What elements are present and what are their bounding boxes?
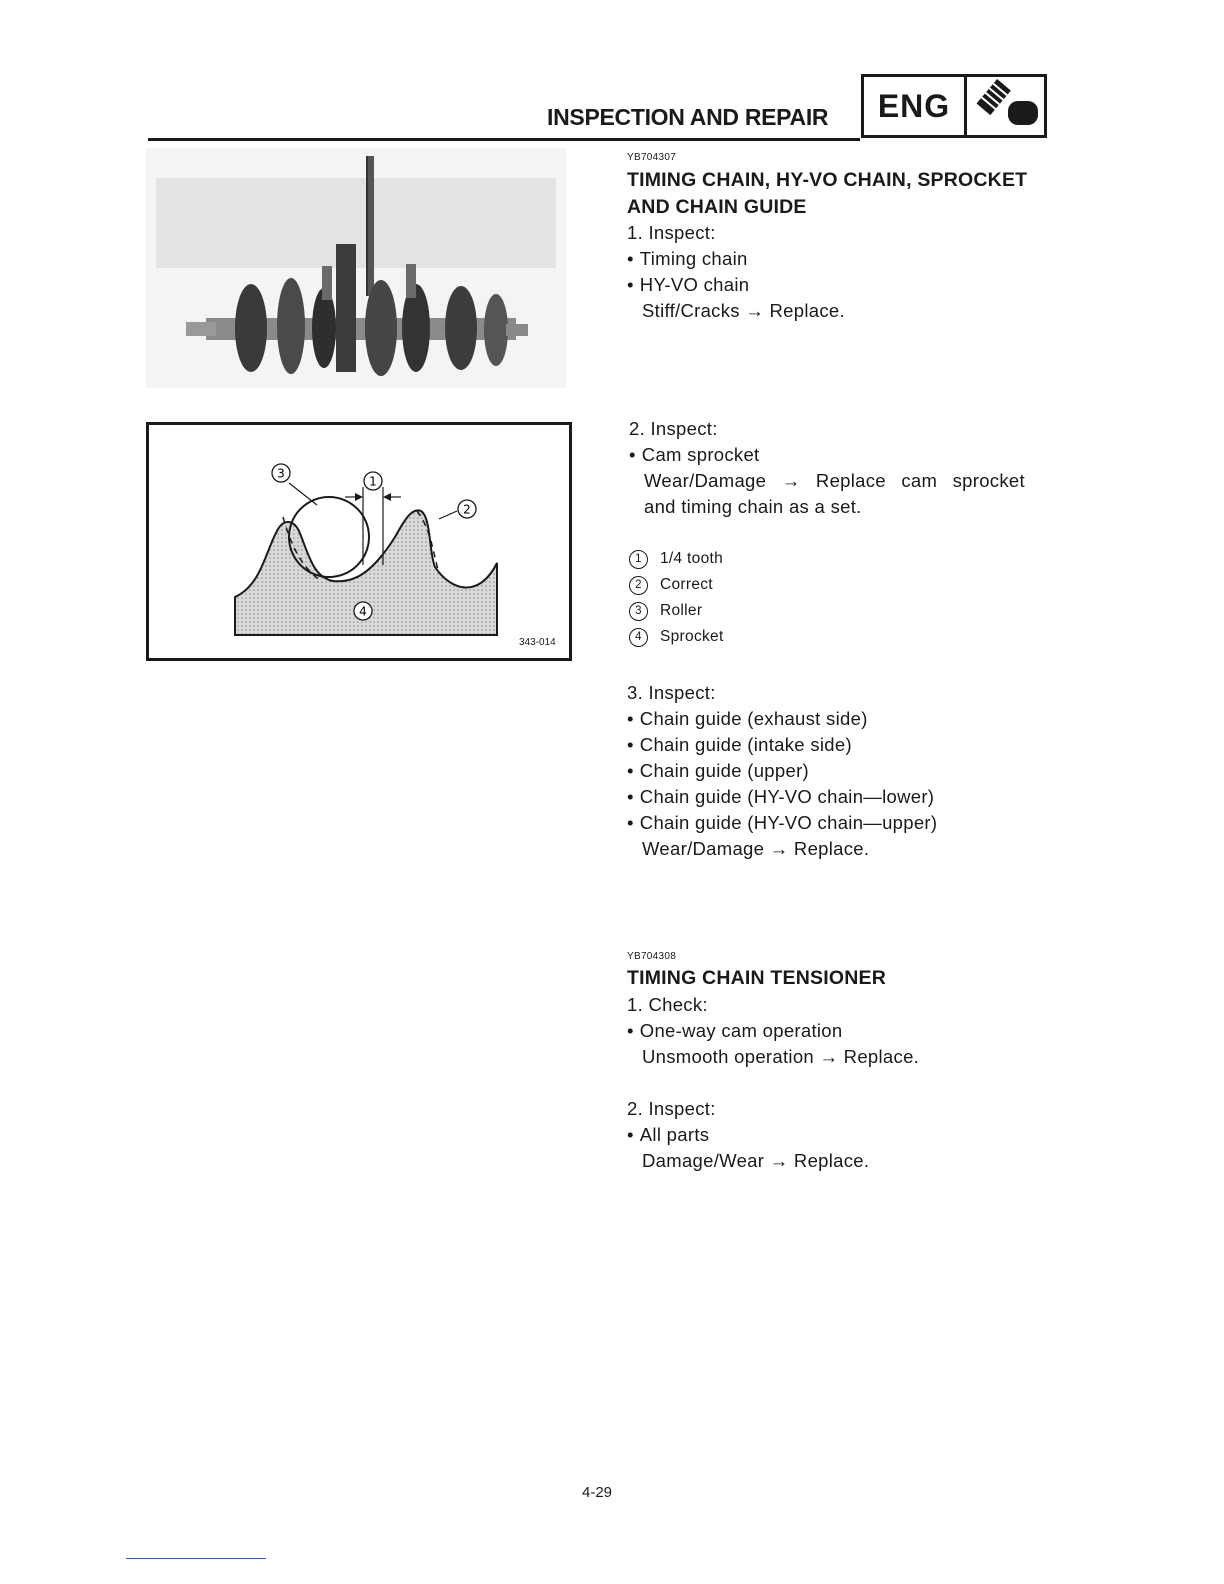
list-item: • HY-VO chain — [627, 272, 845, 298]
diagram-legend — [629, 546, 724, 650]
step-label: 2. Inspect: — [629, 418, 718, 439]
diagram-code: 343-014 — [519, 637, 556, 648]
engine-wrench-icon — [967, 77, 1044, 135]
step-1 — [627, 220, 845, 324]
svg-text:3: 3 — [277, 466, 285, 481]
list-item: • Cam sprocket — [629, 442, 1025, 468]
legend-item: 2 Correct — [629, 572, 724, 598]
step-action: Damage/Wear → Replace. — [642, 1150, 870, 1171]
step-label: 3. Inspect: — [627, 682, 716, 703]
list-item: • One-way cam operation — [627, 1018, 919, 1044]
section-code: YB704308 — [627, 951, 677, 962]
step-action: Unsmooth operation → Replace. — [642, 1046, 920, 1067]
page-header-title: INSPECTION AND REPAIR — [547, 104, 829, 130]
footer-rule — [126, 1558, 266, 1559]
list-item: • Chain guide (HY-VO chain—lower) — [627, 784, 937, 810]
section-title: TIMING CHAIN, HY-VO CHAIN, SPROCKET AND CHAIN GUIDE — [627, 169, 1028, 218]
section-code: YB704307 — [627, 152, 677, 163]
list-item: • Chain guide (upper) — [627, 758, 937, 784]
section-badge — [861, 74, 1047, 138]
svg-text:1: 1 — [369, 474, 377, 489]
step-label: 1. Inspect: — [627, 222, 716, 243]
step-2 — [627, 1096, 869, 1174]
legend-item: 3 Roller — [629, 598, 724, 624]
legend-item: 4 Sprocket — [629, 624, 724, 650]
list-item: • All parts — [627, 1122, 869, 1148]
step-action: and timing chain as a set. — [644, 496, 862, 517]
step-3 — [627, 680, 937, 862]
step-label: 1. Check: — [627, 994, 708, 1015]
callout-1 — [364, 472, 382, 490]
svg-text:2: 2 — [463, 502, 471, 517]
list-item: • Chain guide (intake side) — [627, 732, 937, 758]
sprocket-diagram — [146, 422, 572, 661]
header-rule — [148, 138, 860, 141]
page-number: 4-29 — [582, 1484, 613, 1501]
svg-text:4: 4 — [359, 604, 367, 619]
legend-item: 1 1/4 tooth — [629, 546, 724, 572]
step-label: 2. Inspect: — [627, 1098, 716, 1119]
step-2 — [629, 416, 1025, 520]
section-badge-label: ENG — [864, 77, 967, 135]
callout-2 — [458, 500, 476, 518]
crankshaft-photo — [146, 148, 566, 388]
list-item: • Chain guide (HY-VO chain—upper) — [627, 810, 937, 836]
step-action: Wear/Damage → Replace. — [642, 838, 870, 859]
step-action: Stiff/Cracks → Replace. — [642, 300, 845, 321]
list-item: • Chain guide (exhaust side) — [627, 706, 937, 732]
section-title: TIMING CHAIN TENSIONER — [627, 967, 886, 989]
step-1 — [627, 992, 919, 1070]
list-item: • Timing chain — [627, 246, 845, 272]
callout-4 — [354, 602, 372, 620]
callout-3 — [272, 464, 290, 482]
step-action: Wear/Damage → Replace cam sprocket — [644, 470, 1025, 491]
